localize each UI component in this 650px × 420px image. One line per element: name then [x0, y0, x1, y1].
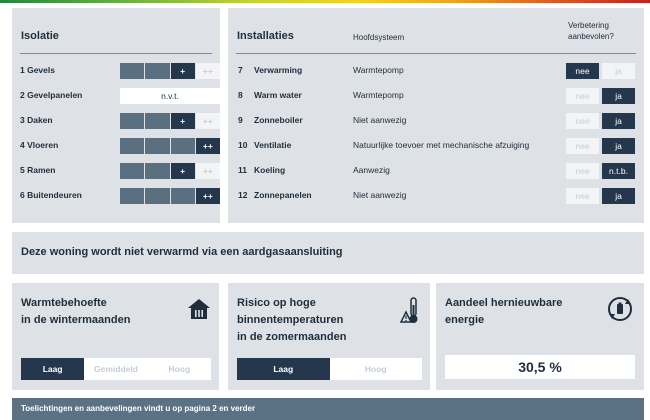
house-heat-icon [187, 297, 211, 321]
scale-option-hoog: Hoog [148, 358, 211, 380]
oververhitting-scale [237, 358, 422, 380]
energy-label-color-strip [0, 0, 650, 3]
isolatie-rating-cell: ++ [196, 138, 220, 154]
isolatie-rating-cell [120, 163, 144, 179]
thermometer-warning-icon [400, 297, 422, 325]
verbetering-nee-option: nee [566, 88, 599, 104]
warmtebehoefte-scale [21, 358, 211, 380]
gas-connection-panel [12, 232, 644, 274]
installatie-number: 8 [238, 90, 243, 100]
installatie-name: Warm water [254, 90, 302, 100]
verbetering-ja-option: ja [602, 113, 635, 129]
installatie-name: Verwarming [254, 65, 303, 75]
installatie-row [238, 113, 638, 129]
verbetering-ja-option: ja [602, 188, 635, 204]
installatie-name: Zonneboiler [254, 115, 303, 125]
verbetering-ja-option: ja [602, 88, 635, 104]
installatie-system: Niet aanwezig [353, 115, 407, 125]
verbetering-ja-option: ja [602, 63, 635, 79]
hoofdsysteem-column-header: Hoofdsysteem [353, 33, 405, 42]
installatie-number: 10 [238, 140, 248, 150]
hernieuwbare-energie-value: 30,5 % [445, 355, 635, 379]
divider [236, 53, 636, 54]
hernieuwbare-energie-title: Aandeel hernieuwbare energie [445, 297, 563, 326]
isolatie-rating-cell: + [171, 163, 195, 179]
gas-connection-text: Deze woning wordt niet verwarmd via een aardgasaansluiting [21, 246, 343, 258]
isolatie-row [20, 138, 220, 154]
isolatie-row-label: 2 Gevelpanelen [20, 90, 83, 100]
installatie-row [238, 163, 638, 179]
isolatie-rating-bar [120, 113, 220, 129]
oververhitting-panel [228, 283, 430, 390]
isolatie-rating-bar [120, 138, 220, 154]
isolatie-rating-cell [145, 163, 169, 179]
installaties-title: Installaties [237, 30, 294, 42]
installatie-system: Warmtepomp [353, 65, 404, 75]
isolatie-rating-bar [120, 63, 220, 79]
isolatie-rating-cell [145, 138, 169, 154]
footer-banner [12, 398, 644, 420]
isolatie-row-label: 5 Ramen [20, 165, 56, 175]
verbetering-ja-option: n.t.b. [602, 163, 635, 179]
verbetering-nee-option: nee [566, 63, 599, 79]
isolatie-rating-cell [120, 188, 144, 204]
isolatie-rating-cell: ++ [196, 163, 220, 179]
isolatie-row-label: 6 Buitendeuren [20, 190, 82, 200]
isolatie-rating-cell [171, 138, 195, 154]
verbetering-nee-option: nee [566, 113, 599, 129]
isolatie-rating-bar [120, 163, 220, 179]
divider [20, 53, 212, 54]
installatie-name: Zonnepanelen [254, 190, 312, 200]
isolatie-rating-bar [120, 188, 220, 204]
isolatie-rating-cell [120, 63, 144, 79]
installatie-system: Natuurlijke toevoer met mechanische afzuiging [353, 140, 530, 150]
hernieuwbare-energie-panel [436, 283, 644, 390]
isolatie-row-label: 3 Daken [20, 115, 53, 125]
isolatie-rating-cell [145, 63, 169, 79]
warmtebehoefte-panel [12, 283, 219, 390]
footer-text: Toelichtingen en aanbevelingen vindt u op pagina 2 en verder [21, 404, 256, 413]
isolatie-row [20, 63, 220, 79]
verbetering-column-header: Verbetering aanbevolen? [568, 21, 614, 41]
scale-option-gemiddeld: Gemiddeld [84, 358, 147, 380]
isolatie-row-label: 4 Vloeren [20, 140, 59, 150]
isolatie-row [20, 113, 220, 129]
installatie-number: 12 [238, 190, 248, 200]
installatie-name: Ventilatie [254, 140, 292, 150]
installatie-system: Warmtepomp [353, 90, 404, 100]
installatie-row [238, 88, 638, 104]
isolatie-rating-cell: + [171, 113, 195, 129]
isolatie-row [20, 188, 220, 204]
verbetering-nee-option: nee [566, 138, 599, 154]
installatie-number: 7 [238, 65, 243, 75]
installatie-name: Koeling [254, 165, 286, 175]
oververhitting-title: Risico op hoge binnentemperaturen in de zomermaanden [237, 297, 347, 343]
isolatie-rating-cell: ++ [196, 63, 220, 79]
installaties-panel [228, 8, 644, 223]
isolatie-row-label: 1 Gevels [20, 65, 55, 75]
installatie-system: Aanwezig [353, 165, 390, 175]
verbetering-nee-option: nee [566, 188, 599, 204]
isolatie-rating-cell [145, 113, 169, 129]
isolatie-rating-cell [145, 188, 169, 204]
scale-option-laag: Laag [237, 358, 330, 380]
isolatie-rating-cell [120, 113, 144, 129]
isolatie-row [20, 88, 220, 104]
isolatie-rating-cell [120, 138, 144, 154]
isolatie-title: Isolatie [21, 30, 59, 42]
isolatie-rating-cell: + [171, 63, 195, 79]
isolatie-rating-cell: ++ [196, 113, 220, 129]
scale-option-hoog: Hoog [330, 358, 423, 380]
installatie-number: 11 [238, 165, 247, 175]
isolatie-nvt-value: n.v.t. [120, 88, 220, 104]
installatie-row [238, 188, 638, 204]
isolatie-rating-cell [171, 188, 195, 204]
installatie-system: Niet aanwezig [353, 190, 407, 200]
installatie-row [238, 138, 638, 154]
scale-option-laag: Laag [21, 358, 84, 380]
installatie-number: 9 [238, 115, 243, 125]
isolatie-rating-cell: ++ [196, 188, 220, 204]
verbetering-ja-option: ja [602, 138, 635, 154]
renewable-cycle-icon [606, 295, 634, 323]
installatie-row [238, 63, 638, 79]
verbetering-nee-option: nee [566, 163, 599, 179]
isolatie-panel [12, 8, 220, 223]
isolatie-row [20, 163, 220, 179]
warmtebehoefte-title: Warmtebehoefte in de wintermaanden [21, 297, 131, 326]
